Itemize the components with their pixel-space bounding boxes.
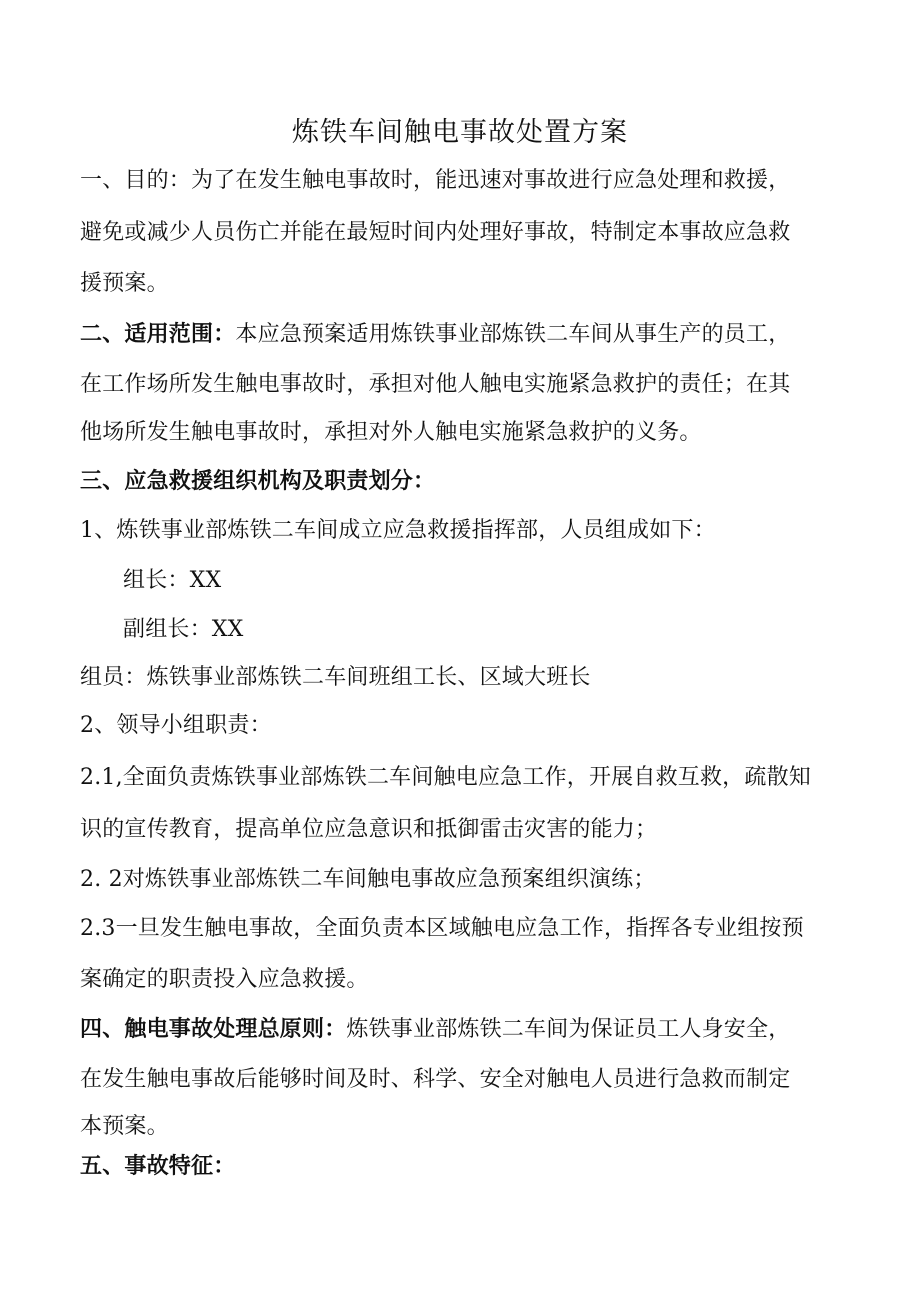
section3-duty2: 2. 2对炼铁事业部炼铁二车间触电事故应急预案组织演练； xyxy=(80,867,656,892)
document-title: 炼铁车间触电事故处置方案 xyxy=(292,117,628,148)
section3-heading: 三、应急救援组织机构及职责划分： xyxy=(80,469,436,494)
section3-leader: 组长：XX xyxy=(123,568,222,593)
section4-line2: 在发生触电事故后能够时间及时、科学、安全对触电人员进行急救而制定 xyxy=(80,1067,791,1092)
section5-heading: 五、事故特征： xyxy=(80,1154,236,1179)
section4-line1 xyxy=(80,1013,840,1047)
section1-line3: 援预案。 xyxy=(80,271,169,296)
section4-heading: 四、触电事故处理总原则： xyxy=(80,1017,347,1042)
section4-line1-text: 炼铁事业部炼铁二车间为保证员工人身安全， xyxy=(346,1017,791,1042)
section2-heading: 二、适用范围： xyxy=(80,322,236,347)
section3-duty1-line1: 2.1,全面负责炼铁事业部炼铁二车间触电应急工作，开展自救互救，疏散知 xyxy=(80,765,811,790)
section2-line1-text: 本应急预案适用炼铁事业部炼铁二车间从事生产的员工， xyxy=(235,322,791,347)
section1-line1: 一、目的：为了在发生触电事故时，能迅速对事故进行应急处理和救援， xyxy=(80,168,791,193)
section2-line2: 在工作场所发生触电事故时，承担对他人触电实施紧急救护的责任；在其 xyxy=(80,372,791,397)
section1-line2: 避免或减少人员伤亡并能在最短时间内处理好事故，特制定本事故应急救 xyxy=(80,220,791,245)
section2-line3: 他场所发生触电事故时，承担对外人触电实施紧急救护的义务。 xyxy=(80,420,702,445)
section3-duty1-line2: 识的宣传教育，提高单位应急意识和抵御雷击灾害的能力； xyxy=(80,817,658,842)
section3-deputy: 副组长：XX xyxy=(123,617,244,642)
section3-duty3-line1: 2.3一旦发生触电事故，全面负责本区域触电应急工作，指挥各专业组按预 xyxy=(80,916,804,941)
section3-duty3-line2: 案确定的职责投入应急救援。 xyxy=(80,967,369,992)
section4-line3: 本预案。 xyxy=(80,1114,169,1139)
section3-item2: 2、领导小组职责： xyxy=(80,713,272,738)
section2-line1 xyxy=(80,318,840,352)
section3-item1: 1、炼铁事业部炼铁二车间成立应急救援指挥部，人员组成如下： xyxy=(80,518,716,543)
section3-members: 组员：炼铁事业部炼铁二车间班组工长、区域大班长 xyxy=(80,665,591,690)
